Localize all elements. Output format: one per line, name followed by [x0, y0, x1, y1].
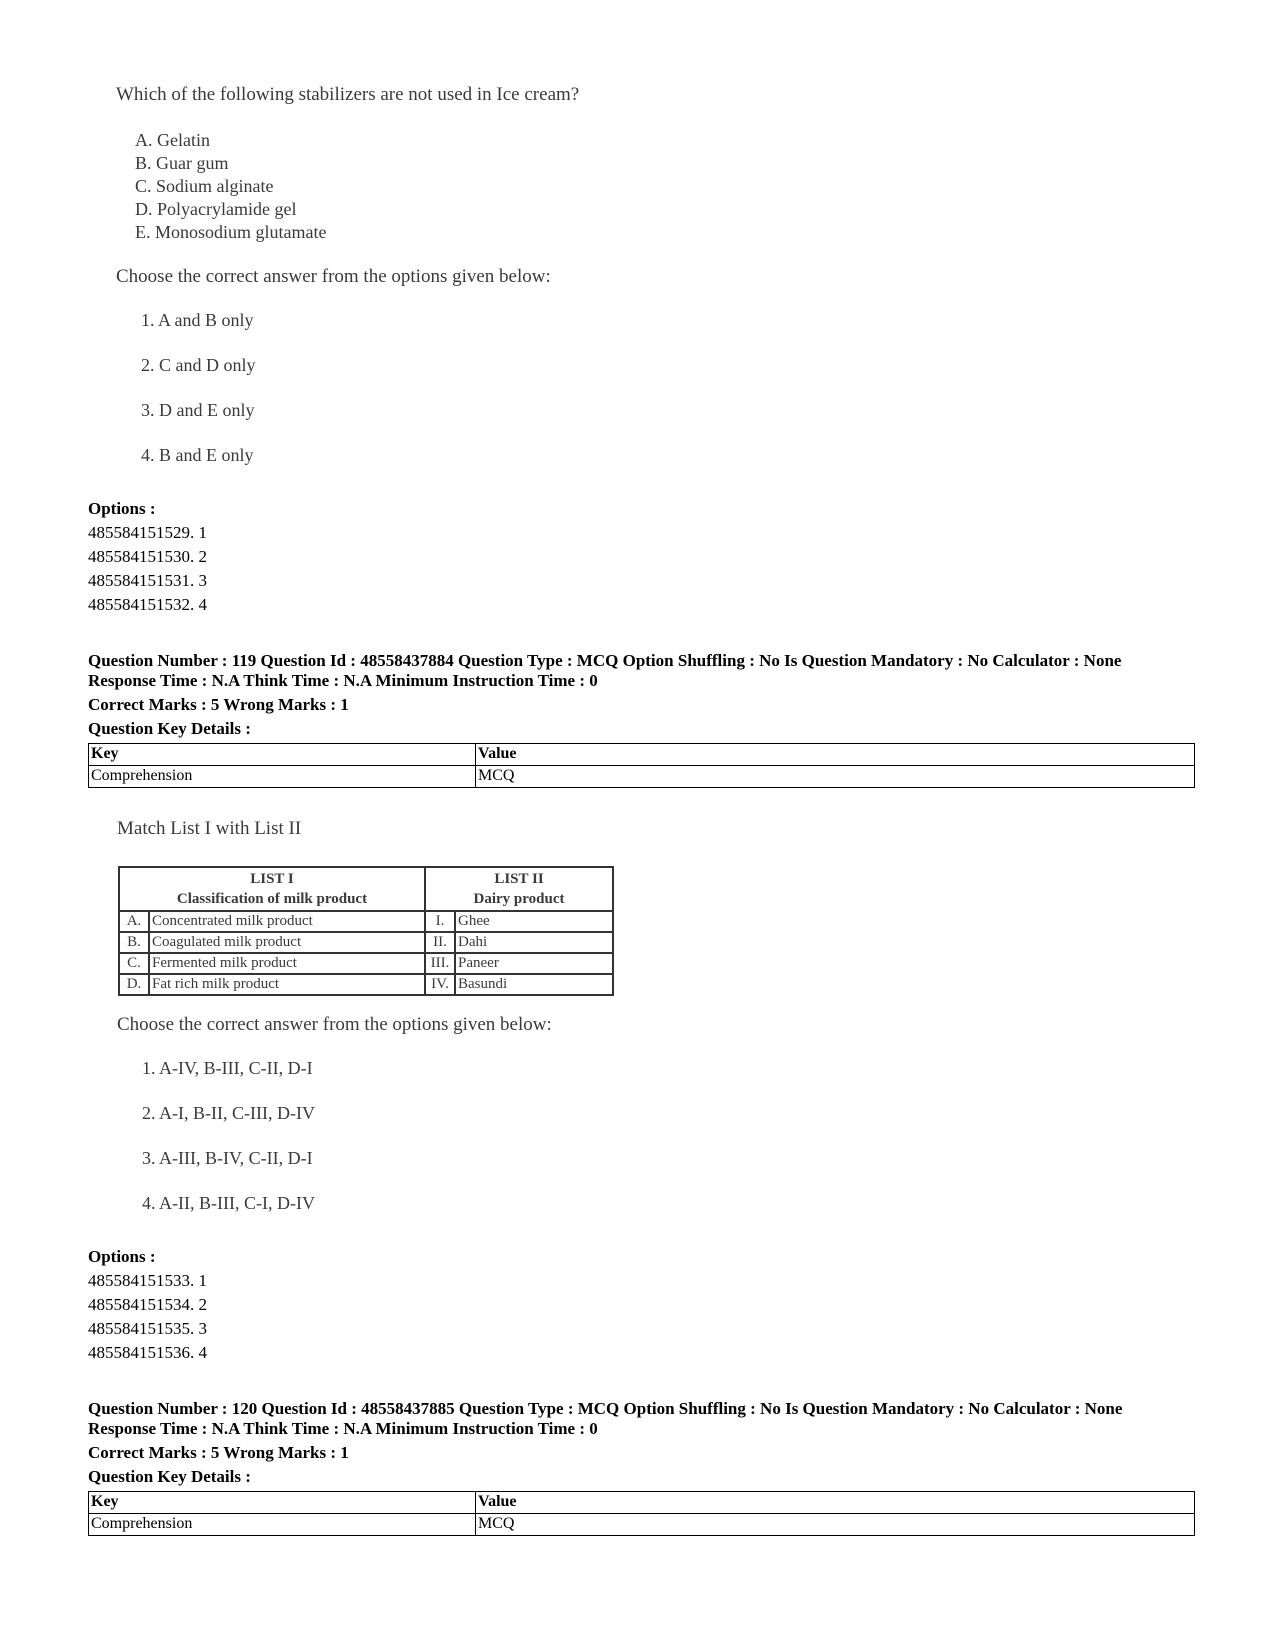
row-product: Dahi [455, 932, 613, 953]
row-product: Ghee [455, 911, 613, 932]
row-item: Coagulated milk product [149, 932, 425, 953]
q118-statement: A. Gelatin [135, 130, 210, 150]
q119-option: 485584151536. 4 [88, 1343, 207, 1362]
q119-option: 485584151533. 1 [88, 1271, 207, 1290]
table-row [119, 974, 613, 995]
row-product: Basundi [455, 974, 613, 995]
row-numeral: II. [425, 932, 455, 953]
key-cell: Comprehension [89, 1514, 476, 1536]
value-header: Value [476, 744, 1195, 766]
list1-title: LIST I [250, 871, 294, 887]
q120-meta-line2: Response Time : N.A Think Time : N.A Minimum Instruction Time : 0 [88, 1419, 598, 1438]
q120-meta-line1: Question Number : 120 Question Id : 48558437885 Question Type : MCQ Option Shuffling : No Is Question Mandatory : No Calculator : None [88, 1399, 1123, 1418]
q119-answer: 4. A-II, B-III, C-I, D-IV [142, 1193, 315, 1213]
q118-answer: 3. D and E only [141, 400, 255, 420]
q118-option: 485584151529. 1 [88, 523, 207, 542]
q119-option: 485584151535. 3 [88, 1319, 207, 1338]
q119-options-label: Options : [88, 1247, 156, 1266]
list2-title: LIST II [494, 871, 544, 887]
q118-statement: B. Guar gum [135, 153, 229, 173]
value-cell: MCQ [476, 766, 1195, 788]
list1-header [119, 867, 425, 911]
row-item: Fat rich milk product [149, 974, 425, 995]
row-product: Paneer [455, 953, 613, 974]
q118-statement: E. Monosodium glutamate [135, 222, 327, 242]
list2-header [425, 867, 613, 911]
q119-marks: Correct Marks : 5 Wrong Marks : 1 [88, 695, 349, 714]
q118-answer: 1. A and B only [141, 310, 254, 330]
q120-marks: Correct Marks : 5 Wrong Marks : 1 [88, 1443, 349, 1462]
value-header: Value [476, 1492, 1195, 1514]
q119-meta-line2: Response Time : N.A Think Time : N.A Minimum Instruction Time : 0 [88, 671, 598, 690]
row-letter: A. [119, 911, 149, 932]
value-cell: MCQ [476, 1514, 1195, 1536]
match-list-table [118, 866, 614, 996]
key-header: Key [89, 744, 476, 766]
q118-instruction: Choose the correct answer from the options given below: [116, 266, 551, 287]
row-letter: D. [119, 974, 149, 995]
q119-answer: 3. A-III, B-IV, C-II, D-I [142, 1148, 313, 1168]
row-item: Fermented milk product [149, 953, 425, 974]
q118-option: 485584151530. 2 [88, 547, 207, 566]
table-row [119, 911, 613, 932]
q120-key-table [88, 1491, 1195, 1536]
q118-question-image [116, 84, 716, 474]
q119-meta-line1: Question Number : 119 Question Id : 48558437884 Question Type : MCQ Option Shuffling : No Is Question Mandatory : No Calculator : None [88, 651, 1122, 670]
q118-option: 485584151531. 3 [88, 571, 207, 590]
q118-answer: 4. B and E only [141, 445, 254, 465]
q119-key-table [88, 743, 1195, 788]
list1-subtitle: Classification of milk product [176, 891, 368, 907]
key-header: Key [89, 1492, 476, 1514]
q118-answer: 2. C and D only [141, 355, 256, 375]
table-row [119, 932, 613, 953]
q120-key-details-label: Question Key Details : [88, 1467, 251, 1486]
row-letter: B. [119, 932, 149, 953]
row-letter: C. [119, 953, 149, 974]
q119-key-details-label: Question Key Details : [88, 719, 251, 738]
q119-option: 485584151534. 2 [88, 1295, 207, 1314]
q119-instruction: Choose the correct answer from the options given below: [117, 1014, 552, 1035]
q118-statement: C. Sodium alginate [135, 176, 274, 196]
q119-answer: 1. A-IV, B-III, C-II, D-I [142, 1058, 313, 1078]
row-numeral: III. [425, 953, 455, 974]
row-numeral: IV. [425, 974, 455, 995]
key-cell: Comprehension [89, 766, 476, 788]
table-row [119, 953, 613, 974]
q118-statement: D. Polyacrylamide gel [135, 199, 297, 219]
q118-question-text: Which of the following stabilizers are not used in Ice cream? [116, 84, 580, 105]
q118-options-label: Options : [88, 499, 156, 518]
row-item: Concentrated milk product [149, 911, 425, 932]
q119-question-text: Match List I with List II [117, 818, 302, 839]
q119-answer: 2. A-I, B-II, C-III, D-IV [142, 1103, 315, 1123]
q118-option: 485584151532. 4 [88, 595, 207, 614]
row-numeral: I. [425, 911, 455, 932]
list2-subtitle: Dairy product [473, 891, 565, 907]
